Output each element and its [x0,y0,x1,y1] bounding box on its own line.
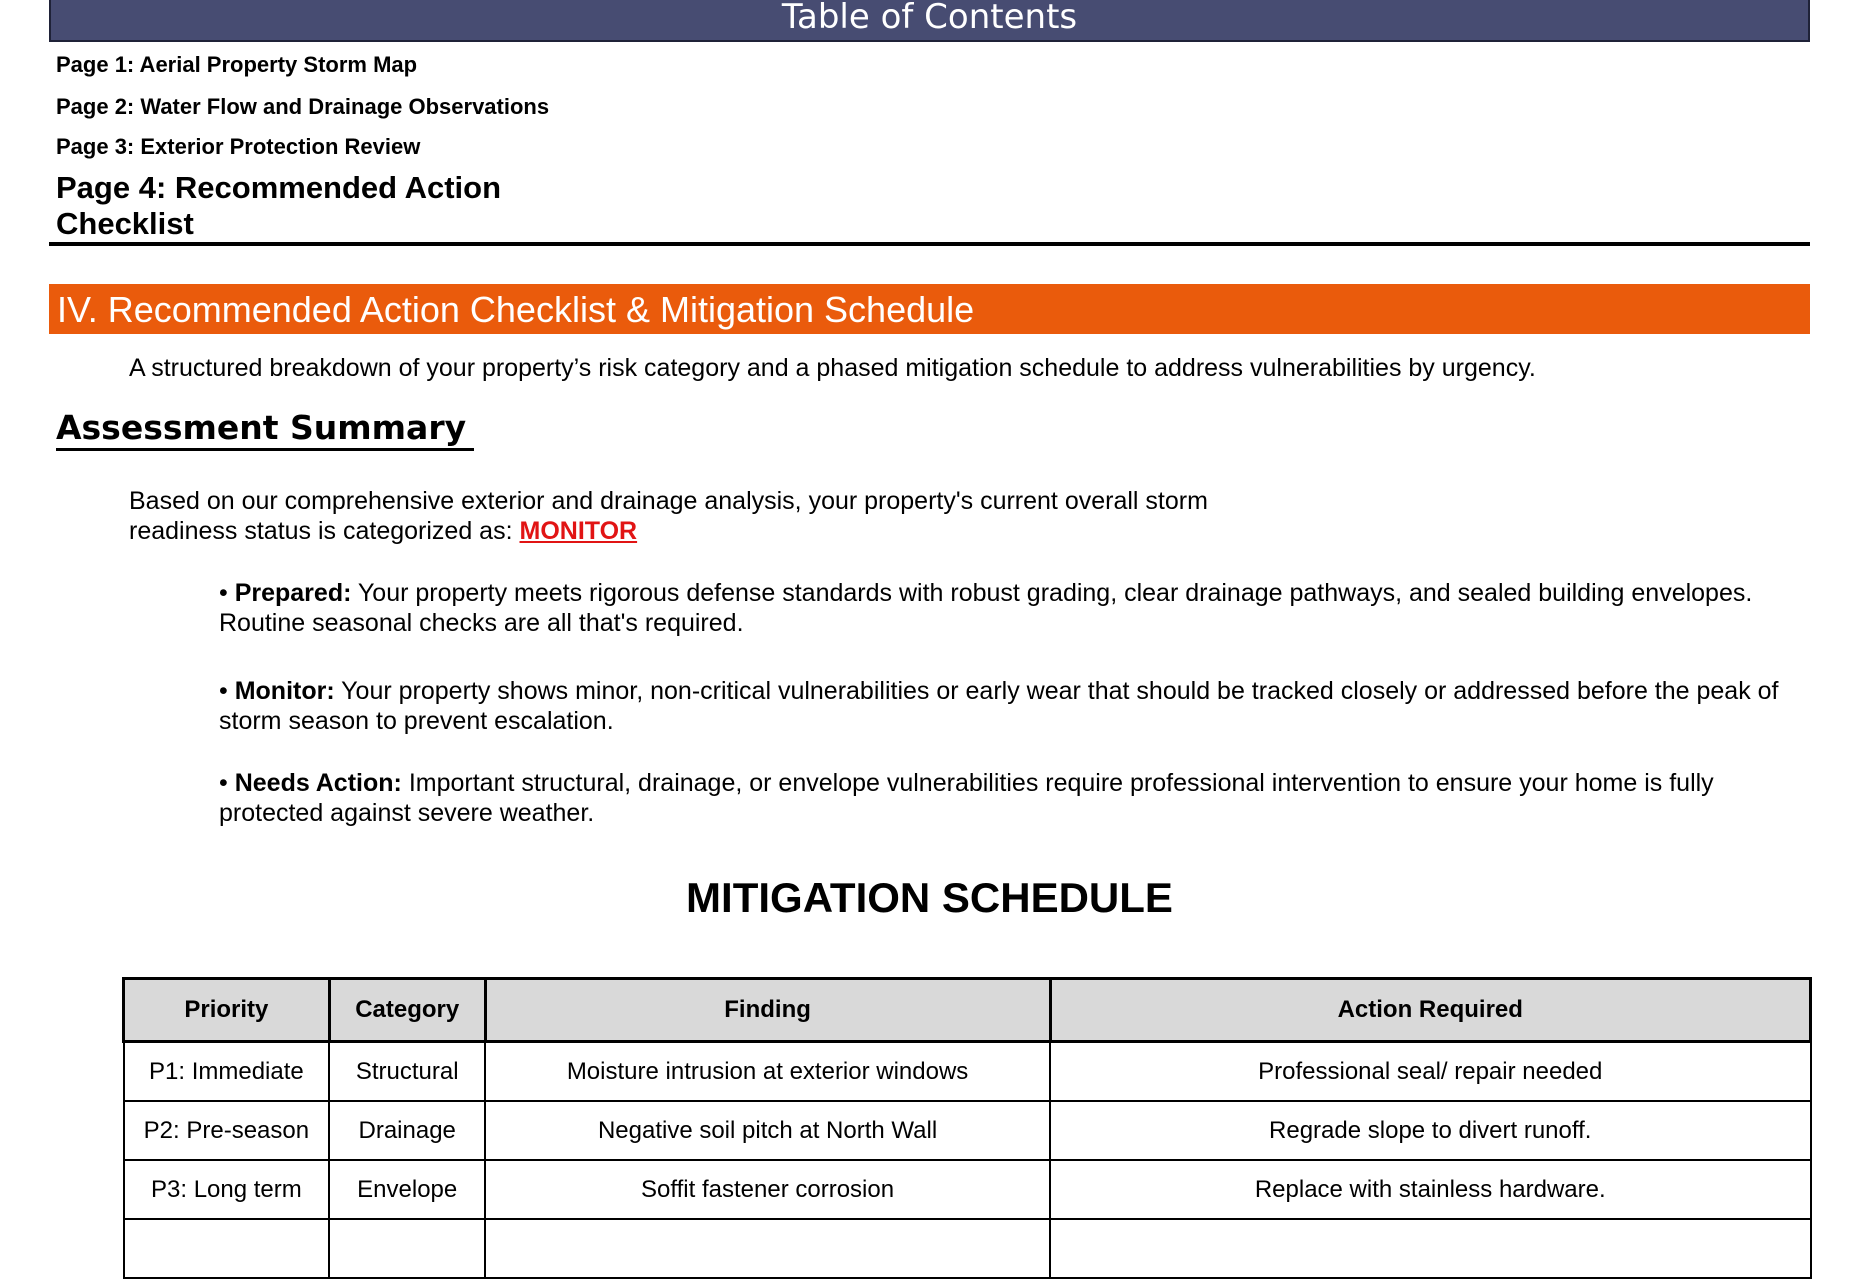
section-intro: A structured breakdown of your property’s risk category and a phased mitigation schedule to address vulnerabilities by urgency. [129,354,1536,382]
bullet-prepared: • Prepared: Your property meets rigorous defense standards with robust grading, clear drainage pathways, and sealed building envelopes. Routine seasonal checks are all that's required. [219,579,1753,637]
bullet-label: Needs Action: [234,769,402,797]
cell-finding: Negative soil pitch at North Wall [485,1101,1050,1160]
cell-finding [485,1219,1050,1278]
mitigation-schedule-title: MITIGATION SCHEDULE [686,874,1173,921]
toc-item-page-2[interactable]: Page 2: Water Flow and Drainage Observations [56,94,550,119]
cell-priority: P1: Immediate [124,1042,330,1102]
cell-priority: P3: Long term [124,1160,330,1219]
cell-action [1050,1219,1811,1278]
cell-category [329,1219,485,1278]
assessment-summary-heading: Assessment Summary [56,408,474,451]
cell-priority [124,1219,330,1278]
bullet-monitor: • Monitor: Your property shows minor, non-critical vulnerabilities or early wear that should be tracked closely or addressed before the peak of storm season to prevent escalation. [219,677,1779,735]
bullet-text: Your property shows minor, non-critical vulnerabilities or early wear that should be tracked closely or addressed before the peak of storm season to prevent escalation. [219,677,1779,735]
summary-body-text: Based on our comprehensive exterior and drainage analysis, your property's current overall storm readiness status is categorized as: [129,487,1208,545]
toc-header: Table of Contents [49,0,1810,42]
table-row [124,1160,1811,1219]
cell-action: Regrade slope to divert runoff. [1050,1101,1811,1160]
cell-finding: Moisture intrusion at exterior windows [485,1042,1050,1102]
table-header-row [124,979,1811,1042]
table-row [124,1219,1811,1278]
toc-item-page-3[interactable]: Page 3: Exterior Protection Review [56,134,421,159]
toc-item-page-4[interactable]: Page 4: Recommended Action Checklist [56,170,502,241]
toc-divider [49,242,1810,246]
assessment-summary-text [129,486,1279,546]
table-row [124,1101,1811,1160]
column-header-action: Action Required [1050,979,1811,1042]
cell-category: Structural [329,1042,485,1102]
column-header-finding: Finding [485,979,1050,1042]
column-header-category: Category [329,979,485,1042]
toc-item-page-1[interactable]: Page 1: Aerial Property Storm Map [56,52,418,77]
cell-priority: P2: Pre-season [124,1101,330,1160]
cell-action: Professional seal/ repair needed [1050,1042,1811,1102]
status-badge: MONITOR [519,517,638,545]
bullet-label: Prepared: [234,579,352,607]
mitigation-schedule-table [122,977,1812,1279]
bullet-text: Important structural, drainage, or envelope vulnerabilities require professional intervention to ensure your home is fully protected against severe weather. [219,769,1714,827]
column-header-priority: Priority [124,979,330,1042]
bullet-needs-action: • Needs Action: Important structural, drainage, or envelope vulnerabilities require professional intervention to ensure your home is fully protected against severe weather. [219,769,1714,827]
cell-action: Replace with stainless hardware. [1050,1160,1811,1219]
cell-category: Envelope [329,1160,485,1219]
cell-category: Drainage [329,1101,485,1160]
table-row [124,1042,1811,1102]
section-title-banner: IV. Recommended Action Checklist & Mitigation Schedule [49,284,1810,334]
bullet-label: Monitor: [234,677,335,705]
cell-finding: Soffit fastener corrosion [485,1160,1050,1219]
bullet-text: Your property meets rigorous defense standards with robust grading, clear drainage pathways, and sealed building envelopes. Routine seasonal checks are all that's required. [219,579,1753,637]
